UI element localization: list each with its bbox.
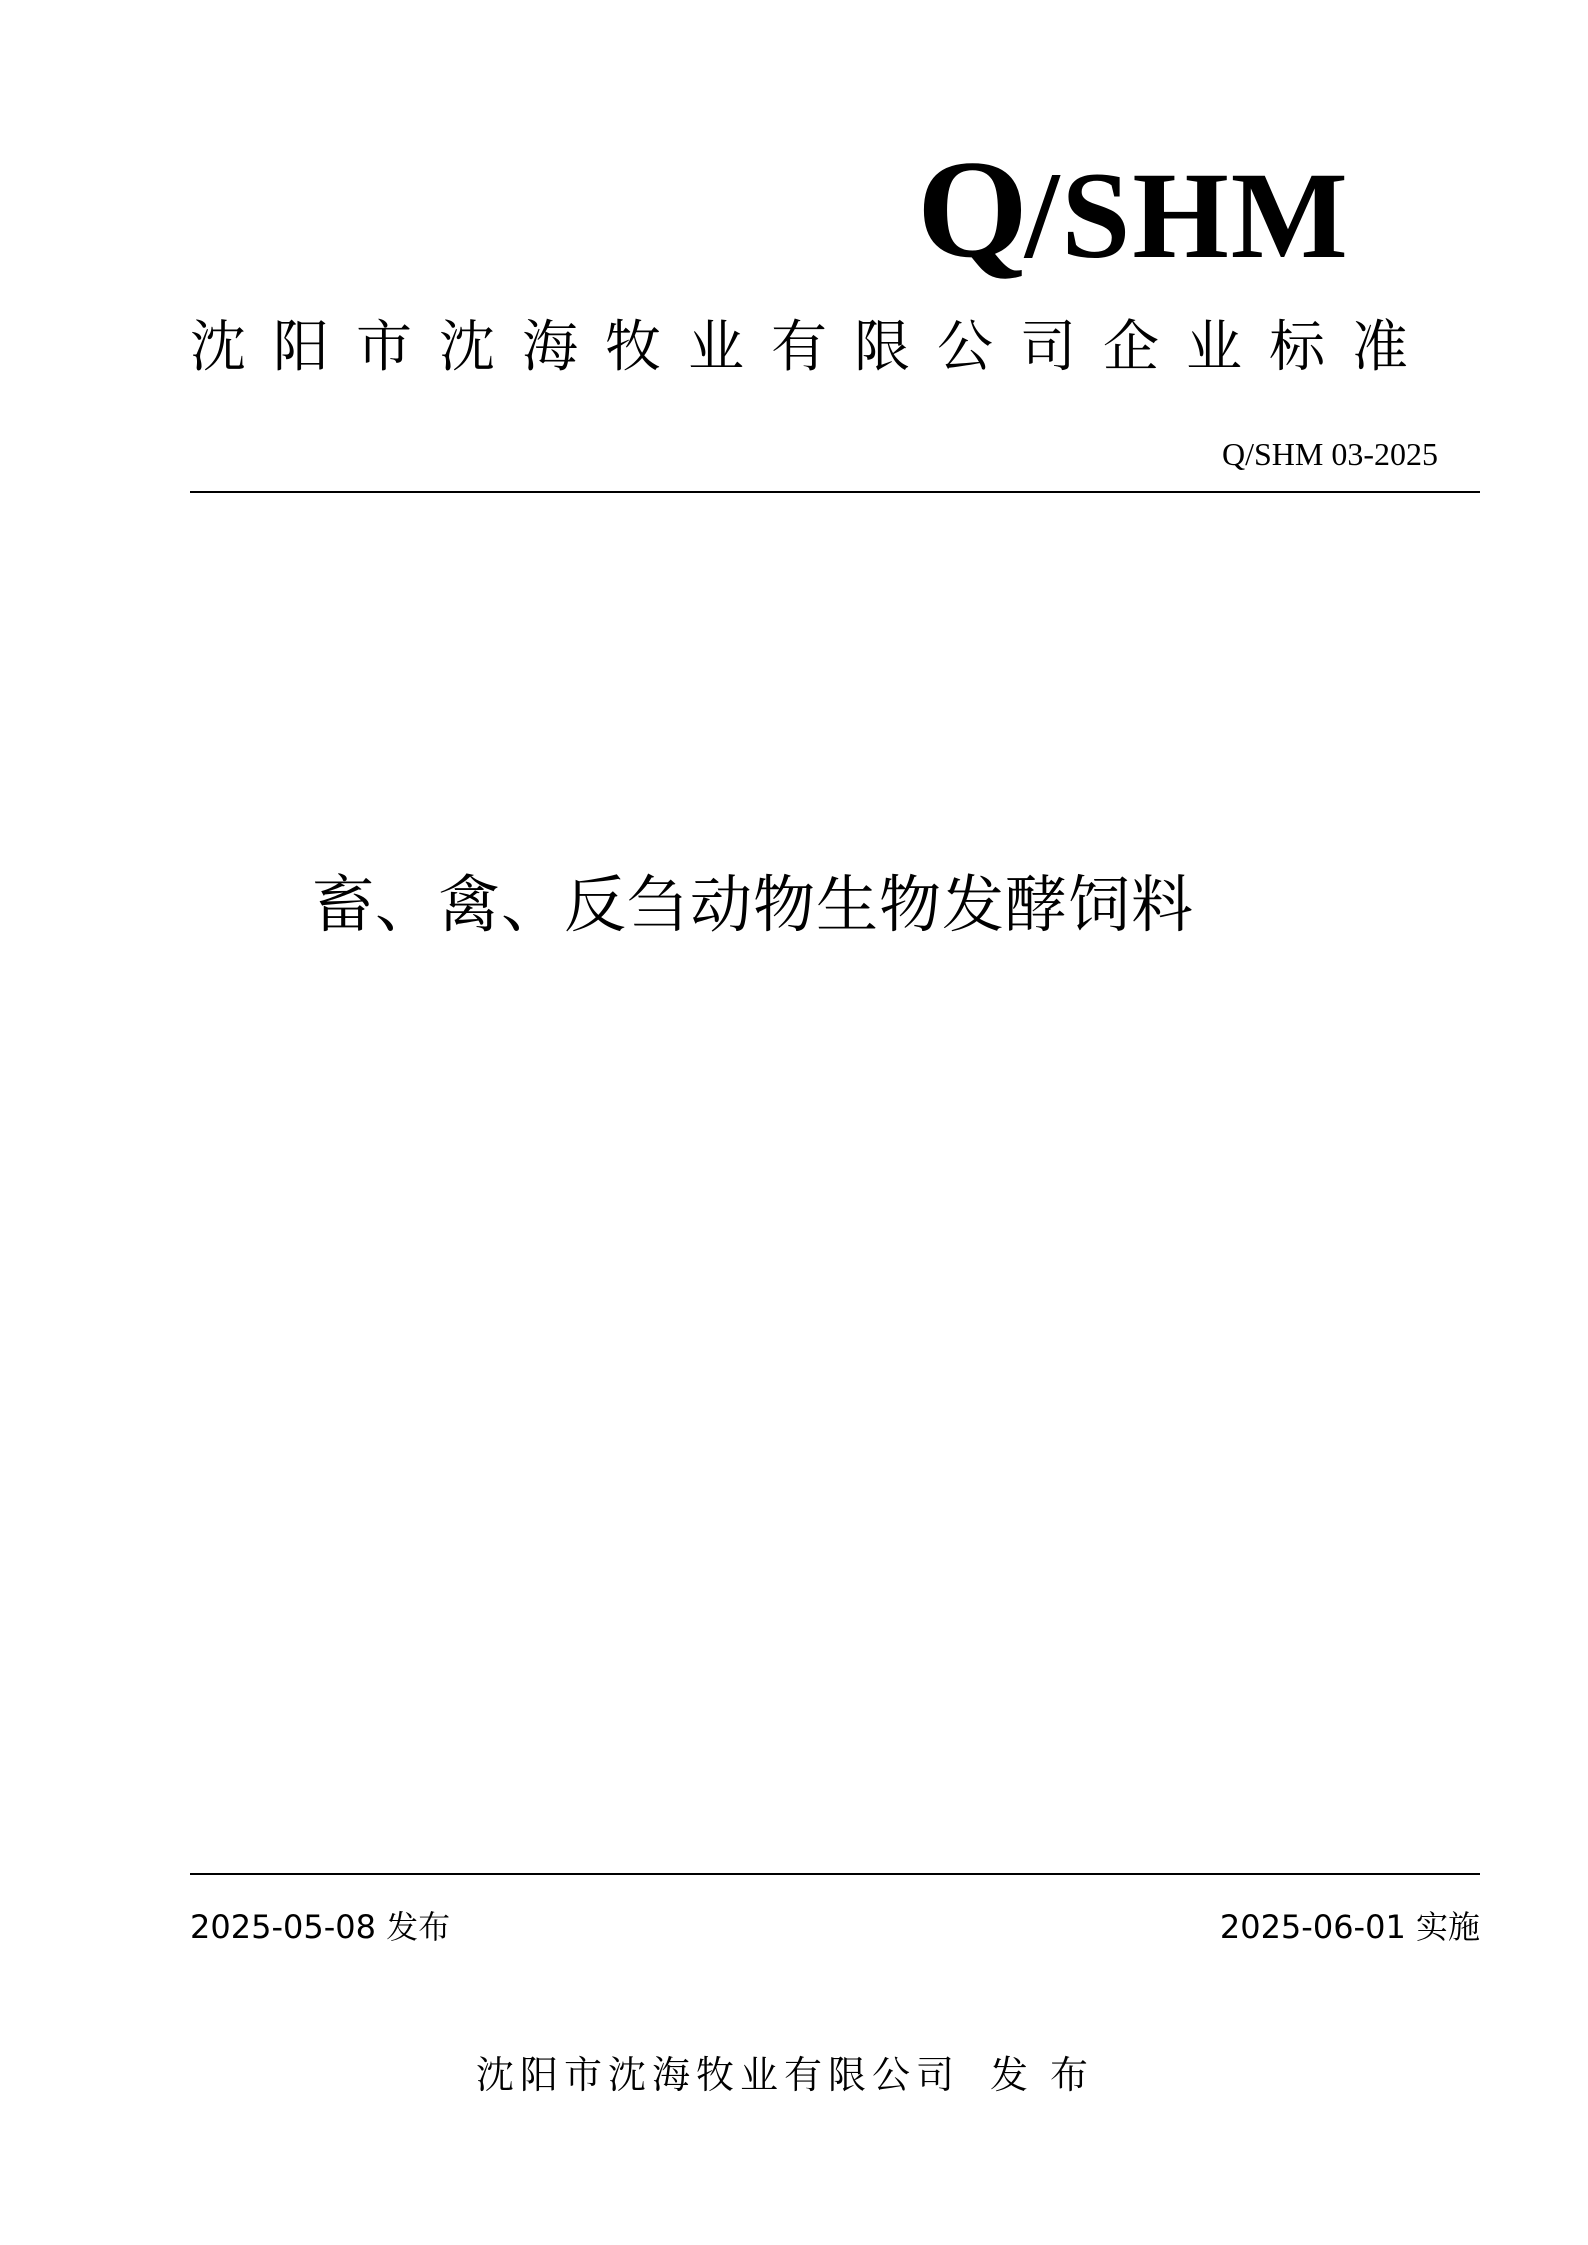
bottom-divider: [190, 1873, 1480, 1875]
effective-date: 2025-06-01 实施: [1219, 1908, 1480, 1946]
issue-date: 2025-05-08 发布: [190, 1908, 451, 1946]
top-divider: [190, 491, 1480, 493]
document-title: 畜、禽、反刍动物生物发酵饲料: [312, 868, 1195, 941]
logo-shm-text: /SHM: [1024, 147, 1350, 284]
logo-q-letter: Q: [916, 132, 1026, 287]
publisher-organization: 沈阳市沈海牧业有限公司: [476, 2053, 961, 2097]
organization-standard-title: 沈阳市沈海牧业有限公司企业标准: [190, 315, 1435, 380]
publisher-verb: 发布: [990, 2053, 1111, 2097]
standard-logo: [916, 132, 1350, 287]
standard-code: Q/SHM 03-2025: [1221, 436, 1438, 472]
publisher-line: [476, 2048, 1110, 2102]
